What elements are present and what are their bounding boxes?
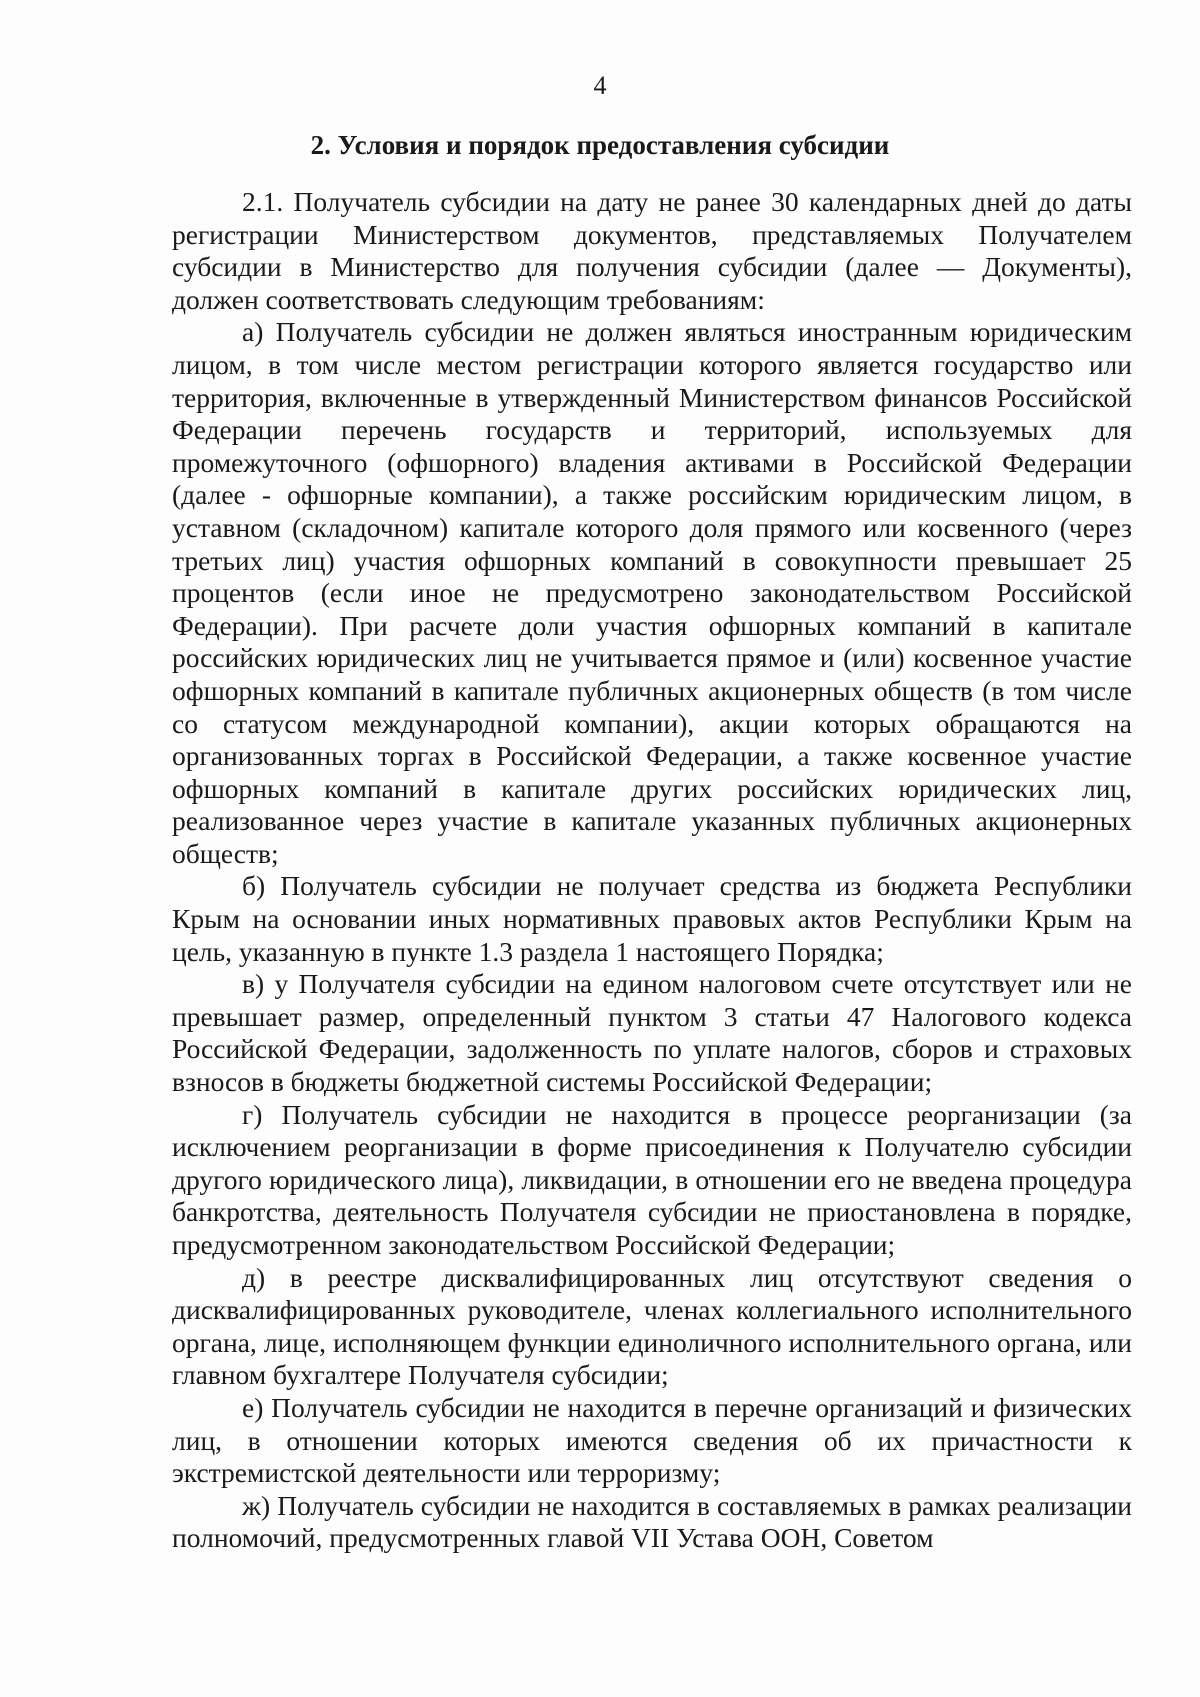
paragraph-g: г) Получатель субсидии не находится в процессе реорганизации (за исключением реорганизации в форме присоединения к Получателю субсидии другого юридического лица), ликвидации, в отношении его не введена процедура банкротства, деятельность Получателя субсидии не приостановлена в порядке, предусмотренном законодательством Российской Федерации;	[172, 1098, 1132, 1260]
paragraph-a: а) Получатель субсидии не должен являться иностранным юридическим лицом, в том числе местом регистрации которого является государство или территория, включенные в утвержденный Министерством финансов Российской Федерации перечень государств и территорий, используемых для промежуточного (офшорного) владения активами в Российской Федерации (далее - офшорные компании), а также российским юридическим лицом, в уставном (складочном) капитале которого доля прямого или косвенного (через третьих лиц) участия офшорных компаний в совокупности превышает 25 процентов (если иное не предусмотрено законодательством Российской Федерации). При расчете доли участия офшорных компаний в капитале российских юридических лиц не учитывается прямое и (или) косвенное участие офшорных компаний в капитале публичных акционерных обществ (в том числе со статусом международной компании), акции которых обращаются на организованных торгах в Российской Федерации, а также косвенное участие офшорных компаний в капитале других российских юридических лиц, реализованное через участие в капитале указанных публичных акционерных обществ;	[172, 316, 1132, 869]
section-title: 2. Условия и порядок предоставления субсидии	[310, 130, 890, 160]
paragraph-zh: ж) Получатель субсидии не находится в составляемых в рамках реализации полномочий, предусмотренных главой VII Устава ООН, Советом	[172, 1489, 1132, 1554]
paragraph-e: е) Получатель субсидии не находится в перечне организаций и физических лиц, в отношении которых имеются сведения об их причастности к экстремистской деятельности или терроризму;	[172, 1391, 1132, 1489]
paragraph-v: в) у Получателя субсидии на едином налоговом счете отсутствует или не превышает размер, определенный пунктом 3 статьи 47 Налогового кодекса Российской Федерации, задолженность по уплате налогов, сборов и страховых взносов в бюджеты бюджетной системы Российской Федерации;	[172, 968, 1132, 1098]
page-number: 4	[593, 71, 607, 100]
paragraph-b: б) Получатель субсидии не получает средства из бюджета Республики Крым на основании иных нормативных правовых актов Республики Крым на цель, указанную в пункте 1.3 раздела 1 настоящего Порядка;	[172, 870, 1132, 967]
paragraph-d: д) в реестре дисквалифицированных лиц отсутствуют сведения о дисквалифицированных руководителе, членах коллегиального исполнительного органа, лице, исполняющем функции единоличного исполнительного органа, или главном бухгалтере Получателя субсидии;	[172, 1261, 1132, 1391]
document-body	[172, 186, 1132, 1555]
paragraph-2-1: 2.1. Получатель субсидии на дату не ранее 30 календарных дней до даты регистрации Министерством документов, представляемых Получателем субсидии в Министерство для получения субсидии (далее — Документы), должен соответствовать следующим требованиям:	[172, 186, 1132, 315]
